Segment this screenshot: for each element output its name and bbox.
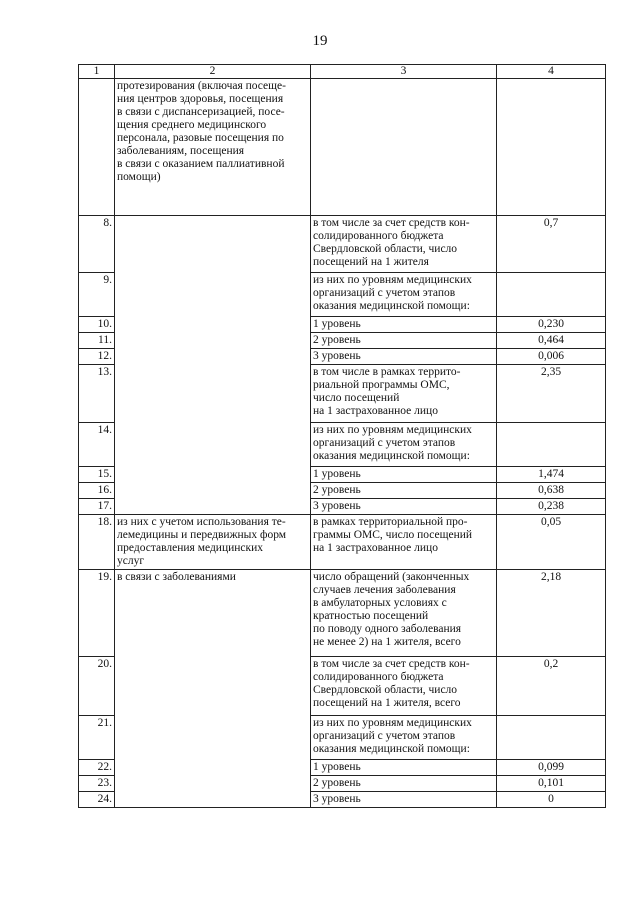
row-category (115, 216, 311, 515)
indicator-table (78, 64, 606, 808)
row-number: 22. (79, 760, 115, 776)
row-number (79, 79, 115, 216)
row-indicator: из них по уровням медицинских организаций с учетом этапов оказания медицинской помощи: (311, 716, 497, 760)
row-number: 24. (79, 792, 115, 808)
row-indicator: в том числе в рамках террито- риальной программы ОМС, число посещений на 1 застрахованное лицо (311, 365, 497, 423)
row-number: 9. (79, 273, 115, 317)
header-cell: 3 (311, 65, 497, 79)
table-row (79, 570, 606, 657)
row-number: 21. (79, 716, 115, 760)
row-indicator: в том числе за счет средств кон- солидированного бюджета Свердловской области, число посещений на 1 жителя, всего (311, 657, 497, 716)
page-number: 19 (312, 33, 328, 49)
row-indicator: из них по уровням медицинских организаций с учетом этапов оказания медицинской помощи: (311, 423, 497, 467)
table-row (79, 515, 606, 570)
row-indicator: 3 уровень (311, 349, 497, 365)
row-category: протезирования (включая посеще- ния центров здоровья, посещения в связи с диспансеризацией, посе- щения среднего медицинского персонала, разовые посещения по заболеваниям, посещения в связи с оказанием паллиативной помощи) (115, 79, 311, 216)
row-value: 0,099 (497, 760, 606, 776)
row-number: 23. (79, 776, 115, 792)
row-value (497, 716, 606, 760)
row-number: 11. (79, 333, 115, 349)
row-value: 0,05 (497, 515, 606, 570)
row-value: 0,2 (497, 657, 606, 716)
row-number: 19. (79, 570, 115, 657)
row-number: 17. (79, 499, 115, 515)
row-value: 2,35 (497, 365, 606, 423)
row-number: 20. (79, 657, 115, 716)
row-indicator: 1 уровень (311, 760, 497, 776)
row-value: 0,7 (497, 216, 606, 273)
row-value (497, 423, 606, 467)
row-indicator: 1 уровень (311, 317, 497, 333)
row-value: 0,638 (497, 483, 606, 499)
row-indicator: 2 уровень (311, 483, 497, 499)
row-indicator: 2 уровень (311, 776, 497, 792)
row-indicator: в том числе за счет средств кон- солидированного бюджета Свердловской области, число посещений на 1 жителя (311, 216, 497, 273)
row-value: 0,464 (497, 333, 606, 349)
row-value: 0 (497, 792, 606, 808)
row-value (497, 273, 606, 317)
row-number: 16. (79, 483, 115, 499)
row-indicator: 1 уровень (311, 467, 497, 483)
row-number: 13. (79, 365, 115, 423)
row-value: 0,006 (497, 349, 606, 365)
row-number: 10. (79, 317, 115, 333)
row-value (497, 79, 606, 216)
row-number: 12. (79, 349, 115, 365)
header-cell: 1 (79, 65, 115, 79)
row-indicator (311, 79, 497, 216)
table-header-row (79, 65, 606, 79)
row-indicator: 3 уровень (311, 792, 497, 808)
row-indicator: 2 уровень (311, 333, 497, 349)
row-category: из них с учетом использования те- лемедицины и передвижных форм предоставления медицинских услуг (115, 515, 311, 570)
row-indicator: число обращений (законченных случаев лечения заболевания в амбулаторных условиях с кратностью посещений по поводу одного заболевания не менее 2) на 1 жителя, всего (311, 570, 497, 657)
row-category: в связи с заболеваниями (115, 570, 311, 808)
row-value: 0,230 (497, 317, 606, 333)
row-indicator: 3 уровень (311, 499, 497, 515)
row-value: 2,18 (497, 570, 606, 657)
row-number: 8. (79, 216, 115, 273)
row-value: 0,101 (497, 776, 606, 792)
row-number: 15. (79, 467, 115, 483)
row-indicator: в рамках территориальной про- граммы ОМС, число посещений на 1 застрахованное лицо (311, 515, 497, 570)
row-indicator: из них по уровням медицинских организаций с учетом этапов оказания медицинской помощи: (311, 273, 497, 317)
row-value: 1,474 (497, 467, 606, 483)
row-value: 0,238 (497, 499, 606, 515)
header-cell: 2 (115, 65, 311, 79)
row-number: 18. (79, 515, 115, 570)
table-row (79, 216, 606, 273)
table-row (79, 79, 606, 216)
header-cell: 4 (497, 65, 606, 79)
row-number: 14. (79, 423, 115, 467)
